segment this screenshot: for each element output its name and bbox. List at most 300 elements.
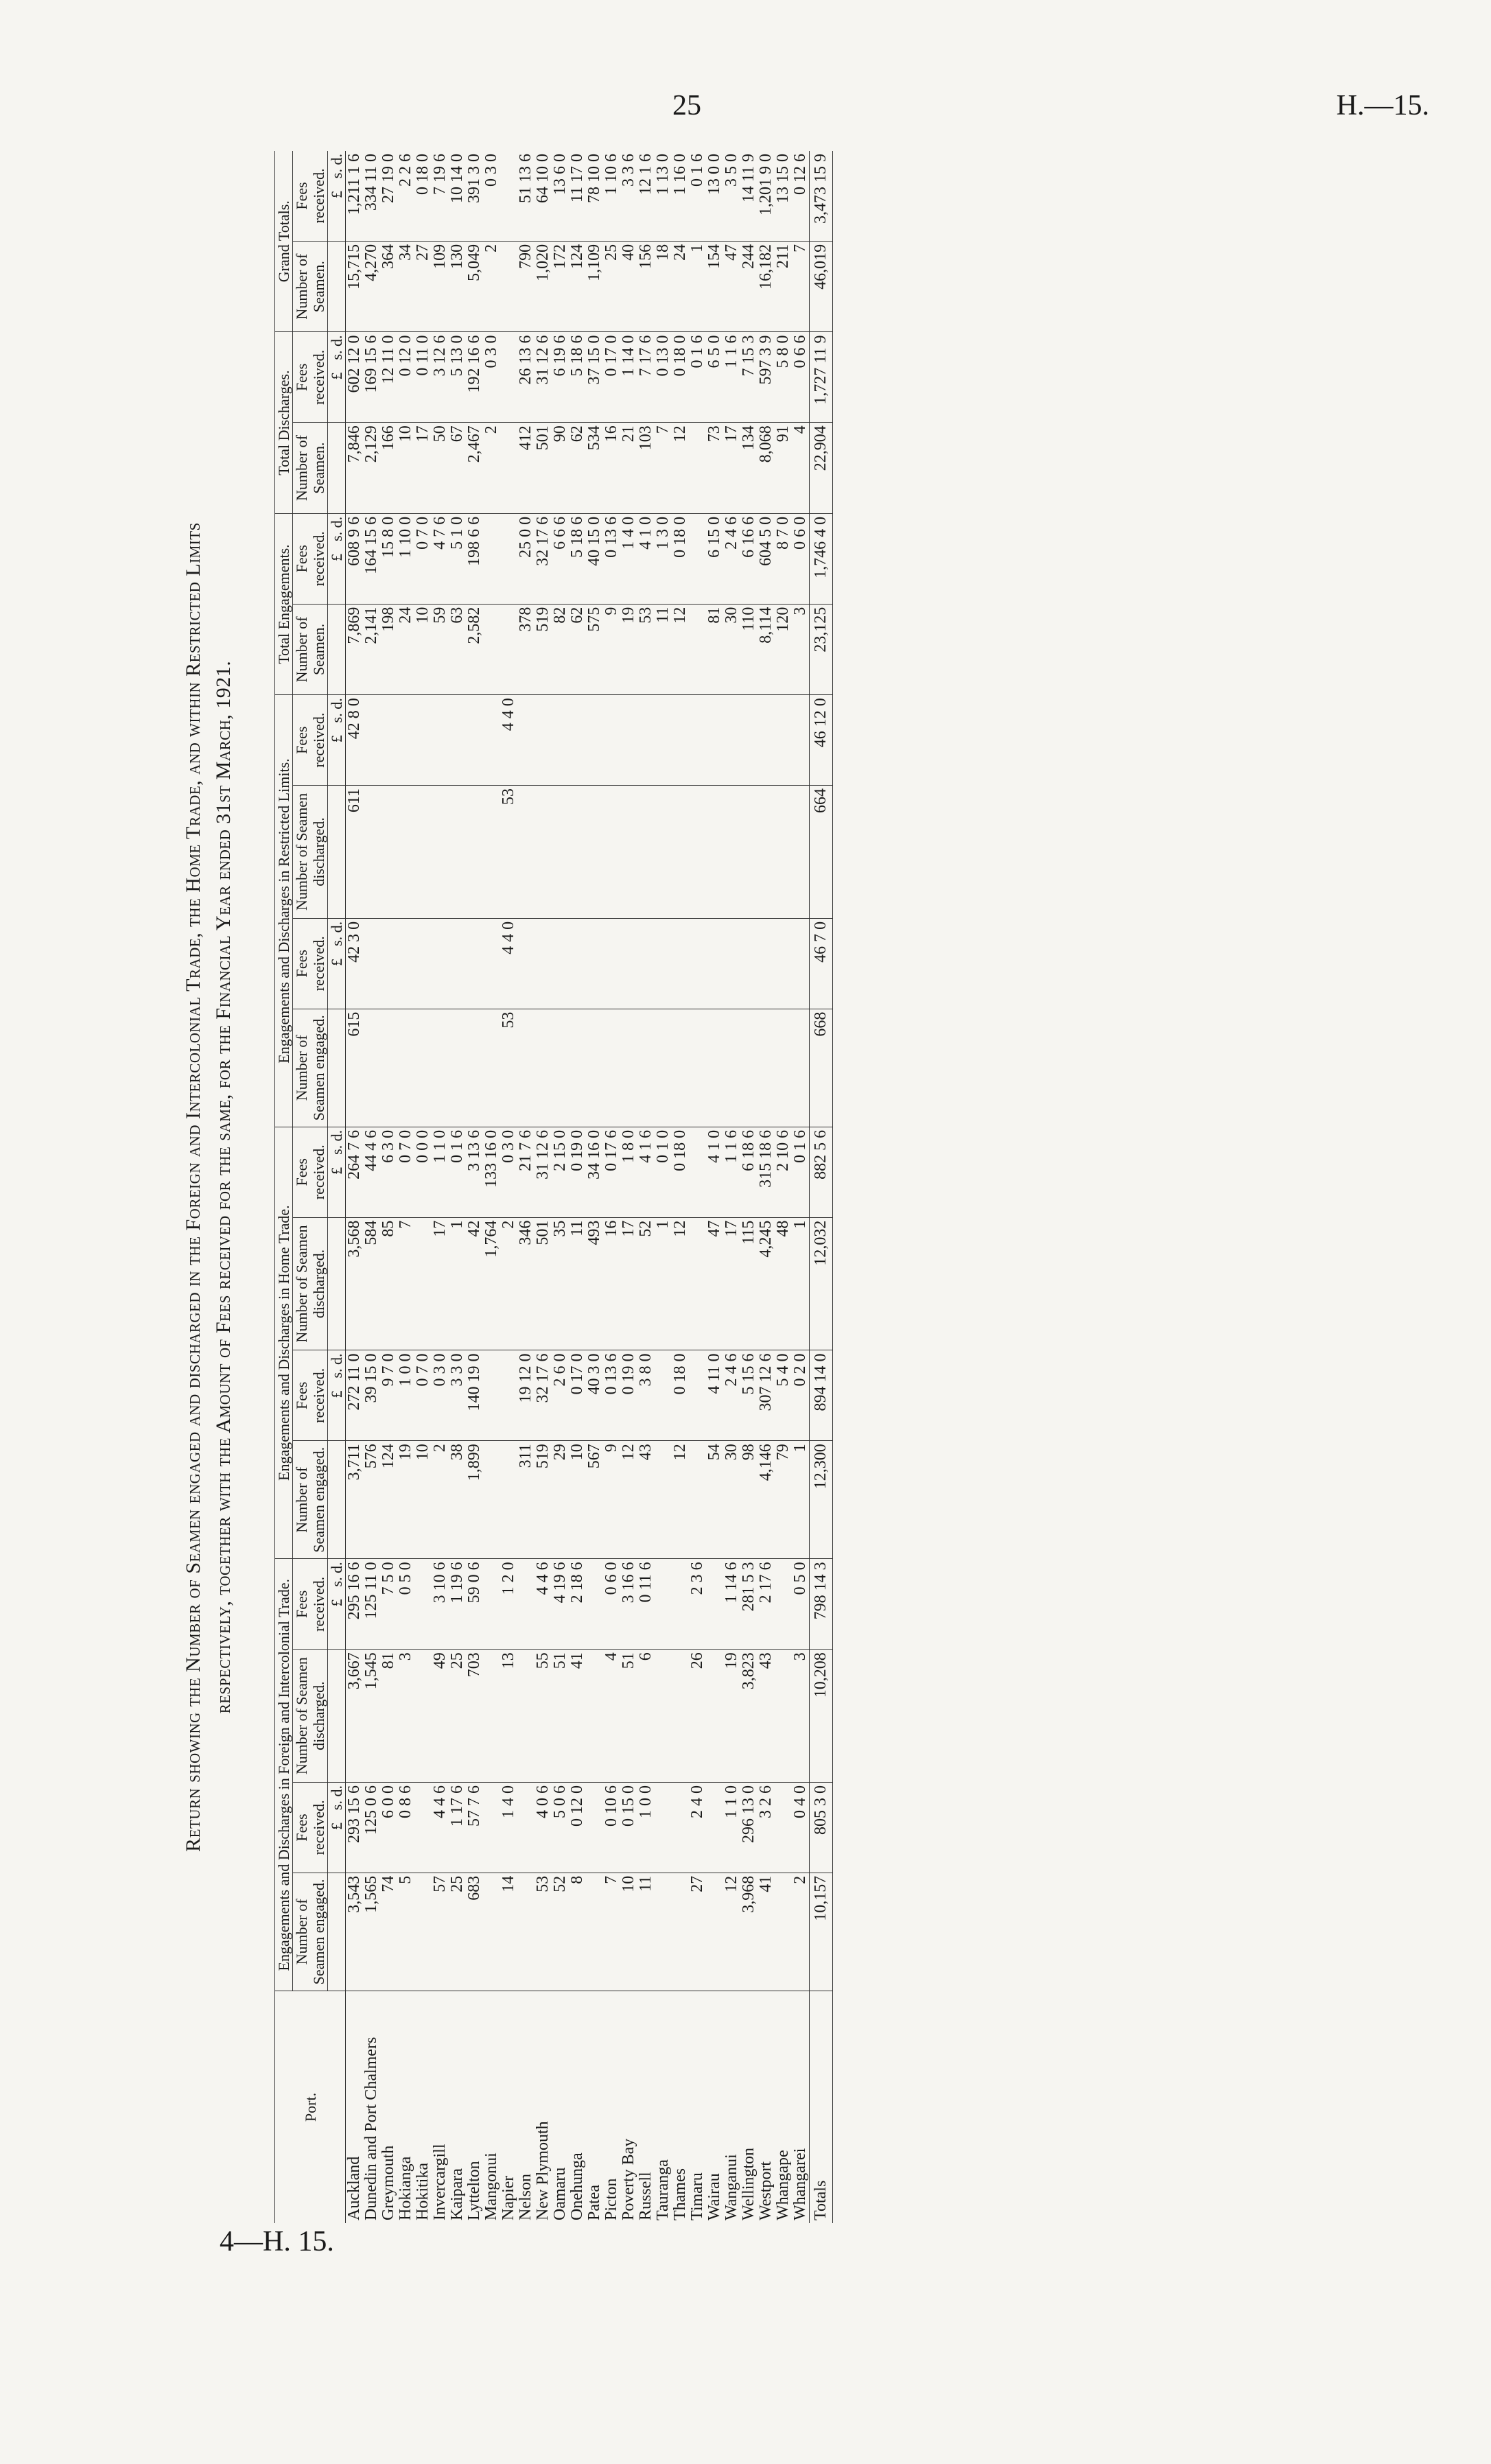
fees-cell <box>500 918 517 1009</box>
fees-cell <box>637 151 655 241</box>
fees-value: 0 18 0 <box>671 516 689 558</box>
fees-cell <box>689 513 706 604</box>
currency-unit-label: d. <box>328 1562 345 1573</box>
table-row <box>689 151 706 2223</box>
fees-value: 25 0 0 <box>517 516 535 558</box>
seamen-count-cell <box>637 786 655 919</box>
fees-value: 64 10 0 <box>534 154 552 203</box>
seamen-count-cell <box>449 786 466 919</box>
fees-cell <box>723 1350 740 1441</box>
fees-cell <box>792 1783 810 1873</box>
fees-value: 5 18 6 <box>568 335 586 377</box>
seamen-count-cell <box>432 786 449 919</box>
fees-cell <box>655 1350 672 1441</box>
fees-cell <box>706 151 723 241</box>
fees-value: 6 15 0 <box>705 516 723 558</box>
port-name: Auckland <box>345 2156 363 2220</box>
seamen-count-cell: 110 <box>740 604 758 695</box>
fees-cell <box>414 695 432 786</box>
fees-cell <box>706 1350 723 1441</box>
seamen-count-cell: 19 <box>620 604 637 695</box>
fees-cell <box>689 1127 706 1217</box>
seamen-count-cell: 575 <box>586 604 603 695</box>
fees-cell <box>740 151 758 241</box>
fees-value: 0 5 0 <box>397 1562 414 1595</box>
fees-value: 0 2 0 <box>791 1353 809 1387</box>
fees-cell <box>689 695 706 786</box>
fees-cell <box>775 513 792 604</box>
fees-cell <box>706 918 723 1009</box>
seamen-count-cell: 4,146 <box>758 1441 775 1559</box>
fees-cell <box>380 332 397 423</box>
seamen-count-cell: 5,049 <box>466 241 483 332</box>
seamen-count-cell: 1 <box>655 1217 672 1350</box>
seamen-count-cell: 12 <box>672 604 689 695</box>
fees-cell <box>740 1783 758 1873</box>
port-name: Tauranga <box>654 2159 672 2220</box>
fees-value: 0 18 0 <box>671 1353 689 1395</box>
totals-row <box>810 151 833 2223</box>
fees-value: 0 3 0 <box>431 1353 449 1387</box>
table-row <box>723 151 740 2223</box>
fees-value: 1 14 6 <box>723 1562 740 1604</box>
seamen-subheader: Number of Seamen discharged. <box>293 1650 328 1783</box>
seamen-count-cell: 2,582 <box>466 604 483 695</box>
seamen-count-cell <box>586 1650 603 1783</box>
seamen-count-cell <box>466 786 483 919</box>
fees-cell <box>517 1350 535 1441</box>
fees-cell <box>432 918 449 1009</box>
fees-value: 2 4 6 <box>723 516 740 550</box>
unit-cell <box>328 1441 346 1559</box>
fees-cell <box>380 695 397 786</box>
seamen-count-cell: 17 <box>620 1217 637 1350</box>
seamen-count-cell: 7,869 <box>346 604 364 695</box>
fees-value: 1 19 6 <box>448 1562 466 1604</box>
fees-value: 1 3 0 <box>654 516 672 550</box>
table-row <box>517 151 535 2223</box>
fees-value: 3 16 6 <box>620 1562 637 1604</box>
fees-value: 3 5 0 <box>723 154 740 187</box>
fees-cell <box>397 1127 414 1217</box>
fees-value: 391 3 0 <box>465 154 483 203</box>
fees-cell <box>569 1350 586 1441</box>
seamen-count-cell: 30 <box>723 604 740 695</box>
fees-value: 0 17 0 <box>568 1353 586 1395</box>
fees-value: 0 3 0 <box>500 1129 517 1163</box>
seamen-count-cell: 23,125 <box>810 604 833 695</box>
fees-subheader: Fees received. <box>293 695 328 786</box>
fees-cell <box>346 695 364 786</box>
fees-value: 27 19 0 <box>379 154 397 203</box>
seamen-count-cell: 683 <box>466 1873 483 1991</box>
currency-unit-label: s. <box>328 1800 345 1811</box>
seamen-count-cell: 12 <box>620 1441 637 1559</box>
fees-cell <box>758 332 775 423</box>
fees-cell <box>449 918 466 1009</box>
subheader-row <box>293 151 328 2223</box>
fees-cell <box>810 332 833 423</box>
fees-value: 5 18 6 <box>568 516 586 558</box>
fees-cell <box>569 1559 586 1650</box>
fees-cell <box>414 1559 432 1650</box>
seamen-count-cell: 134 <box>740 423 758 514</box>
seamen-count-cell: 3,568 <box>346 1217 364 1350</box>
fees-cell <box>792 1559 810 1650</box>
seamen-count-cell <box>500 241 517 332</box>
currency-unit-label: s. <box>328 1145 345 1155</box>
seamen-count-cell: 67 <box>449 423 466 514</box>
fees-cell <box>397 151 414 241</box>
fees-value: 5 15 6 <box>740 1353 758 1395</box>
fees-cell <box>552 151 569 241</box>
fees-value: 5 1 0 <box>448 516 466 550</box>
port-name: Poverty Bay <box>620 2138 637 2220</box>
fees-cell <box>449 332 466 423</box>
seamen-count-cell: 576 <box>363 1441 380 1559</box>
group-header-restricted: Engagements and Discharges in Restricted Limits. <box>275 695 293 1127</box>
seamen-count-cell: 311 <box>517 1441 535 1559</box>
seamen-count-cell <box>535 1009 552 1127</box>
currency-unit-label: £ <box>328 1166 345 1175</box>
fees-value: 3 10 6 <box>431 1562 449 1604</box>
fees-value: 0 1 6 <box>688 154 706 187</box>
seamen-count-cell <box>758 1009 775 1127</box>
seamen-count-cell: 30 <box>723 1441 740 1559</box>
currency-unit-label: d. <box>328 516 345 528</box>
fees-value: 0 18 0 <box>414 154 432 195</box>
fees-cell <box>637 695 655 786</box>
fees-value: 2 18 6 <box>568 1562 586 1604</box>
currency-unit-label: d. <box>328 698 345 709</box>
seamen-count-cell <box>535 786 552 919</box>
fees-cell <box>637 332 655 423</box>
fees-cell <box>792 1350 810 1441</box>
seamen-count-cell: 8,114 <box>758 604 775 695</box>
table-row <box>380 151 397 2223</box>
fees-cell <box>517 918 535 1009</box>
fees-value: 125 11 0 <box>362 1562 380 1619</box>
unit-cell <box>328 1350 346 1441</box>
fees-value: 602 12 0 <box>345 335 363 393</box>
seamen-count-cell: 12 <box>723 1873 740 1991</box>
fees-cell <box>363 151 380 241</box>
fees-value: 4 1 0 <box>705 1129 723 1163</box>
fees-cell <box>655 695 672 786</box>
fees-value: 0 11 0 <box>414 335 432 376</box>
seamen-subheader: Number of Seamen engaged. <box>293 1441 328 1559</box>
fees-cell <box>466 1783 483 1873</box>
fees-cell <box>689 1783 706 1873</box>
fees-value: 0 10 6 <box>602 1785 620 1827</box>
unit-cell <box>328 332 346 423</box>
fees-cell <box>740 695 758 786</box>
fees-value: 307 12 6 <box>757 1353 775 1411</box>
fees-cell <box>500 332 517 423</box>
seamen-count-cell: 98 <box>740 1441 758 1559</box>
seamen-count-cell: 62 <box>569 604 586 695</box>
fees-cell <box>449 513 466 604</box>
seamen-count-cell: 1 <box>689 241 706 332</box>
fees-value: 0 1 6 <box>791 1129 809 1163</box>
seamen-count-cell <box>552 786 569 919</box>
seamen-count-cell: 24 <box>672 241 689 332</box>
seamen-count-cell: 412 <box>517 423 535 514</box>
fees-value: 295 16 6 <box>345 1562 363 1620</box>
fees-value: 44 4 6 <box>362 1129 380 1171</box>
fees-cell <box>569 695 586 786</box>
seamen-count-cell: 3 <box>792 1650 810 1783</box>
fees-cell <box>637 1783 655 1873</box>
fees-value: 4 1 6 <box>637 1129 655 1163</box>
fees-value: 4 19 6 <box>551 1562 569 1604</box>
seamen-count-cell <box>706 786 723 919</box>
fees-cell <box>483 918 500 1009</box>
fees-cell <box>483 1783 500 1873</box>
seamen-count-cell: 3,711 <box>346 1441 364 1559</box>
fees-cell <box>552 332 569 423</box>
fees-cell <box>810 1783 833 1873</box>
currency-unit-label: d. <box>328 1785 345 1797</box>
fees-value: 0 7 0 <box>397 1129 414 1163</box>
seamen-count-cell: 82 <box>552 604 569 695</box>
table-row <box>740 151 758 2223</box>
table-row <box>569 151 586 2223</box>
fees-subheader: Fees received. <box>293 1127 328 1217</box>
fees-cell <box>620 1350 637 1441</box>
fees-cell <box>792 332 810 423</box>
fees-value: 0 13 6 <box>602 516 620 558</box>
fees-value: 7 19 6 <box>431 154 449 195</box>
seamen-count-cell: 124 <box>569 241 586 332</box>
seamen-count-cell: 26 <box>689 1650 706 1783</box>
fees-cell <box>740 1559 758 1650</box>
seamen-count-cell: 14 <box>500 1873 517 1991</box>
fees-subheader: Fees received. <box>293 1783 328 1873</box>
fees-cell <box>432 1350 449 1441</box>
unit-cell <box>328 604 346 695</box>
fees-cell <box>723 513 740 604</box>
seamen-count-cell: 3 <box>792 604 810 695</box>
fees-cell <box>672 1350 689 1441</box>
fees-cell <box>620 695 637 786</box>
table-row <box>500 151 517 2223</box>
fees-cell <box>517 695 535 786</box>
seamen-count-cell: 11 <box>569 1217 586 1350</box>
seamen-count-cell <box>603 1009 620 1127</box>
seamen-count-cell: 47 <box>706 1217 723 1350</box>
fees-value: 5 0 6 <box>551 1785 569 1819</box>
seamen-count-cell <box>500 604 517 695</box>
fees-cell <box>723 1559 740 1650</box>
seamen-count-cell <box>586 786 603 919</box>
fees-value: 51 13 6 <box>517 154 535 203</box>
fees-cell <box>672 513 689 604</box>
seamen-count-cell: 1,565 <box>363 1873 380 1991</box>
fees-cell <box>552 1783 569 1873</box>
fees-cell <box>483 151 500 241</box>
unit-cell <box>328 695 346 786</box>
fees-cell <box>397 1559 414 1650</box>
fees-value: 3 12 6 <box>431 335 449 377</box>
fees-value: 42 8 0 <box>345 698 363 740</box>
fees-value: 0 6 0 <box>791 516 809 550</box>
currency-unit-label: £ <box>328 372 345 380</box>
unit-cell <box>328 786 346 919</box>
seamen-count-cell: 22,904 <box>810 423 833 514</box>
fees-value: 1 1 0 <box>431 1129 449 1163</box>
seamen-count-cell: 668 <box>810 1009 833 1127</box>
fees-cell <box>397 1350 414 1441</box>
fees-value: 2 2 6 <box>397 154 414 187</box>
fees-cell <box>792 151 810 241</box>
fees-cell <box>363 695 380 786</box>
seamen-count-cell <box>483 1441 500 1559</box>
fees-value: 6 5 0 <box>705 335 723 368</box>
seamen-count-cell: 52 <box>637 1217 655 1350</box>
seamen-count-cell: 1 <box>792 1441 810 1559</box>
fees-cell <box>637 513 655 604</box>
seamen-count-cell: 12 <box>672 423 689 514</box>
seamen-count-cell <box>569 1009 586 1127</box>
seamen-count-cell: 3,968 <box>740 1873 758 1991</box>
fees-cell <box>346 513 364 604</box>
seamen-count-cell: 156 <box>637 241 655 332</box>
fees-value: 0 17 6 <box>602 1129 620 1171</box>
fees-cell <box>586 1127 603 1217</box>
seamen-count-cell: 4 <box>792 423 810 514</box>
unit-cell <box>328 241 346 332</box>
fees-cell <box>792 918 810 1009</box>
rotated-table-area <box>178 151 1359 2223</box>
unit-cell <box>328 1873 346 1991</box>
fees-cell <box>466 1350 483 1441</box>
fees-cell <box>363 1127 380 1217</box>
fees-cell <box>723 918 740 1009</box>
fees-value: 10 14 0 <box>448 154 466 203</box>
fees-cell <box>346 151 364 241</box>
seamen-count-cell: 46,019 <box>810 241 833 332</box>
seamen-count-cell: 211 <box>775 241 792 332</box>
seamen-count-cell: 17 <box>723 423 740 514</box>
seamen-count-cell: 38 <box>449 1441 466 1559</box>
unit-cell <box>328 1127 346 1217</box>
seamen-count-cell: 52 <box>552 1873 569 1991</box>
group-header-grand-totals: Grand Totals. <box>275 151 293 332</box>
seamen-count-cell <box>792 786 810 919</box>
seamen-count-cell <box>517 1650 535 1783</box>
seamen-count-cell: 3,823 <box>740 1650 758 1783</box>
fees-cell <box>569 918 586 1009</box>
fees-value: 2 15 0 <box>551 1129 569 1171</box>
fees-cell <box>740 332 758 423</box>
fees-cell <box>483 1559 500 1650</box>
fees-cell <box>535 1559 552 1650</box>
title-line-1: Return showing the Number of Seamen engaged and discharged in the Foreign and Intercolonial Trade, the Home Trade, and within Restricted Limits <box>182 522 204 1852</box>
seamen-count-cell: 1 <box>449 1217 466 1350</box>
fees-cell <box>397 695 414 786</box>
fees-cell <box>706 1559 723 1650</box>
fees-cell <box>483 332 500 423</box>
fees-cell <box>792 1127 810 1217</box>
seamen-count-cell: 166 <box>380 423 397 514</box>
fees-cell <box>810 918 833 1009</box>
unit-cell <box>328 423 346 514</box>
fees-cell <box>535 695 552 786</box>
fees-cell <box>672 918 689 1009</box>
fees-value: 31 12 6 <box>534 1129 552 1180</box>
seamen-count-cell: 19 <box>723 1650 740 1783</box>
currency-unit-label: d. <box>328 921 345 933</box>
page-header <box>672 89 1429 130</box>
table-row <box>466 151 483 2223</box>
seamen-count-cell: 15,715 <box>346 241 364 332</box>
seamen-count-cell: 21 <box>620 423 637 514</box>
seamen-count-cell: 51 <box>552 1650 569 1783</box>
seamen-count-cell: 53 <box>500 1009 517 1127</box>
fees-cell <box>432 332 449 423</box>
fees-value: 0 3 0 <box>482 154 500 187</box>
seamen-count-cell: 18 <box>655 241 672 332</box>
fees-cell <box>723 1783 740 1873</box>
seamen-count-cell: 534 <box>586 423 603 514</box>
seamen-count-cell <box>483 1650 500 1783</box>
table-body <box>346 151 833 2223</box>
seamen-subheader: Number of Seamen. <box>293 604 328 695</box>
fees-cell <box>740 1127 758 1217</box>
seamen-count-cell: 501 <box>535 1217 552 1350</box>
fees-cell <box>672 1559 689 1650</box>
fees-cell <box>414 1127 432 1217</box>
fees-cell <box>500 151 517 241</box>
seamen-count-cell: 7,846 <box>346 423 364 514</box>
seamen-count-cell: 6 <box>637 1650 655 1783</box>
fees-cell <box>810 1350 833 1441</box>
fees-cell <box>414 513 432 604</box>
seamen-count-cell: 49 <box>432 1650 449 1783</box>
currency-unit-label: s. <box>328 713 345 723</box>
fees-value: 0 6 6 <box>791 335 809 368</box>
fees-cell <box>586 151 603 241</box>
unit-cell <box>328 1559 346 1650</box>
fees-cell <box>380 918 397 1009</box>
fees-value: 26 13 6 <box>517 335 535 385</box>
fees-cell <box>569 1127 586 1217</box>
port-name: Oamaru <box>551 2167 569 2220</box>
seamen-count-cell: 2 <box>483 241 500 332</box>
fees-cell <box>500 1350 517 1441</box>
fees-value: 2 4 6 <box>723 1353 740 1387</box>
table-row <box>603 151 620 2223</box>
unit-cell <box>328 151 346 241</box>
seamen-count-cell: 73 <box>706 423 723 514</box>
fees-cell <box>603 918 620 1009</box>
seamen-count-cell <box>758 786 775 919</box>
fees-cell <box>706 1783 723 1873</box>
seamen-count-cell: 3,543 <box>346 1873 364 1991</box>
port-name: Greymouth <box>379 2145 397 2220</box>
fees-value: 19 12 0 <box>517 1353 535 1403</box>
fees-value: 21 7 6 <box>517 1129 535 1171</box>
fees-cell <box>432 1559 449 1650</box>
seamen-count-cell: 9 <box>603 604 620 695</box>
footer-reference: 4—H. 15. <box>220 2226 334 2257</box>
fees-value: 32 17 6 <box>534 1353 552 1403</box>
fees-cell <box>603 332 620 423</box>
seamen-count-cell: 9 <box>603 1441 620 1559</box>
seamen-count-cell <box>689 786 706 919</box>
fees-value: 5 13 0 <box>448 335 466 377</box>
